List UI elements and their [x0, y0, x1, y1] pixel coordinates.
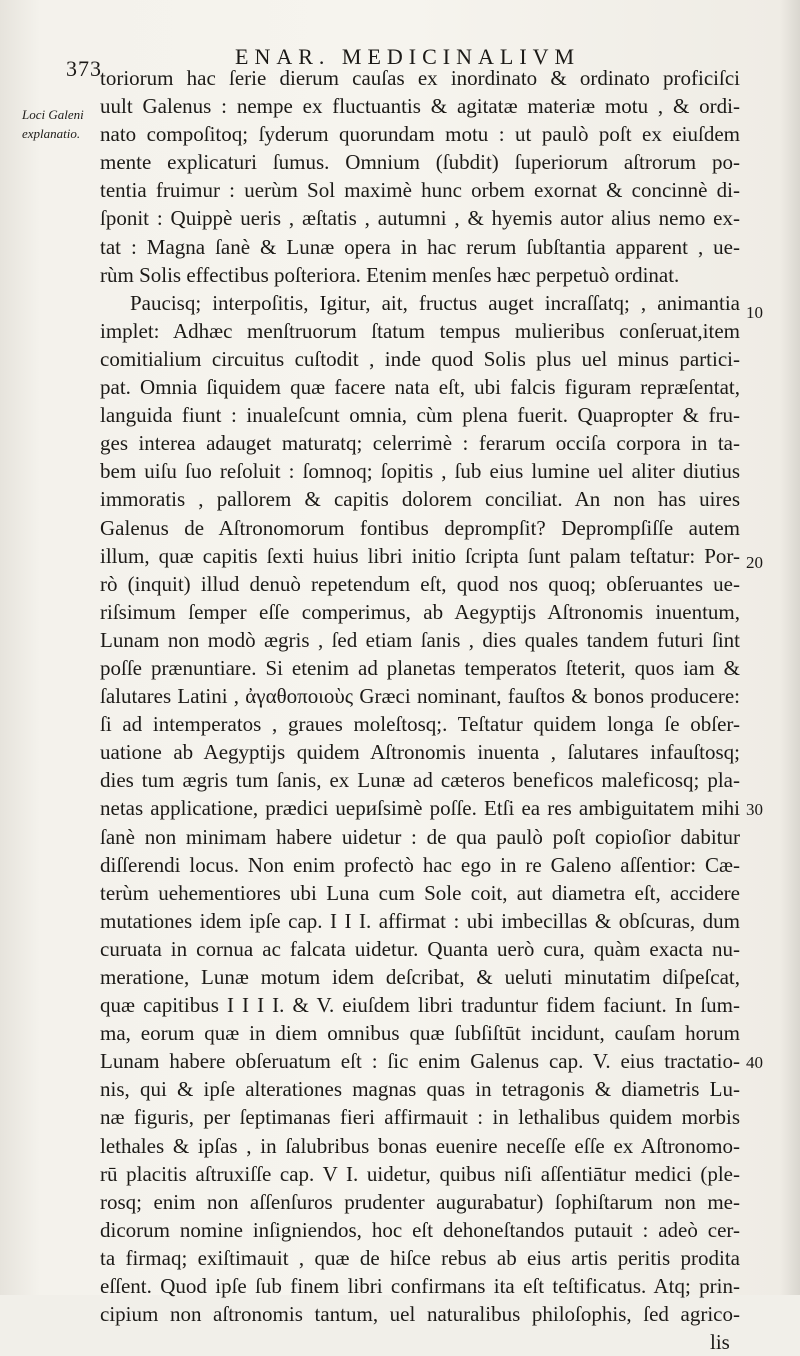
text-line: quæ capitibus I I I I. & V. eiuſdem libri traduntur fidem faciunt. In ſum- [100, 993, 740, 1018]
text-line: curuata in cornua ac falcata uidetur. Quanta uerò cura, quàm exacta nu- [100, 936, 740, 961]
text-line: rū placitis aſtruxiſſe cap. V I. uidetur, quibus niſi aſſentiātur medici (ple- [100, 1161, 740, 1186]
text-line: cipium non aſtronomis tantum, uel naturalibus philoſophis, ſed agrico- [100, 1302, 740, 1327]
line-number: 10 [746, 303, 763, 322]
text-line: diſſerendi locus. Non enim profectò hac ego in re Galeno aſſentior: Cæ- [100, 852, 740, 877]
text-line: eſſent. Quod ipſe ſub finem libri confirmans ita eſt teſtificatus. Atq; prin- [100, 1274, 740, 1299]
text-line: rosq; enim non aſſenſuros prudenter augurabatur) ſophiſtarum non me- [100, 1189, 740, 1214]
text-line: immoratis , pallorem & capitis dolorem conciliat. An non has uires [100, 487, 740, 512]
text-line: languida fiunt : inualeſcunt omnia, cùm plena fuerit. Quapropter & fru- [100, 403, 740, 428]
marginal-note-line: explanatio. [22, 126, 81, 141]
text-line: ges interea adauget maturatq; celerrimè : ferarum occiſa corpora in ta- [100, 431, 740, 456]
text-line: mente explicaturi ſumus. Omnium (ſubdit) ſuperiorum aſtrorum po- [100, 150, 740, 175]
text-line: tat : Magna ſanè & Lunæ opera in hac rerum ſubſtantia apparent , ue- [100, 234, 740, 259]
marginal-note [22, 105, 102, 143]
text-line: comitialium circuitus cuſtodit , inde quod Solis plus uel minus partici- [100, 346, 740, 371]
text-line: Lunam non modò ægris , ſed etiam ſanis , dies quales tandem futuri ſint [100, 627, 740, 652]
page-number: 373 [66, 56, 102, 81]
text-line: Lunam habere obſeruatum eſt : ſic enim Galenus cap. V. eius tractatio- [100, 1049, 740, 1074]
line-number: 30 [746, 800, 763, 819]
line-number: 20 [746, 553, 763, 572]
text-line: netas applicatione, prædici uериſsimè poſſe. Etſi ea res ambiguitatem mihi [100, 796, 740, 821]
text-line: dies tum ægris tum ſanis, ex Lunæ ad cæteros beneficos maleficosq; pla- [100, 768, 740, 793]
text-line: terùm uehementiores ubi Luna cum Sole coit, aut diametra eſt, accidere [100, 880, 740, 905]
marginal-note-line: Loci Galeni [22, 107, 84, 122]
text-line: meratione, Lunæ motum idem deſcribat, & ueluti minutatim diſpeſcat, [100, 965, 740, 989]
text-line: rùm Solis effectibus poſteriora. Etenim menſes hæc perpetuò ordinat. [100, 262, 680, 287]
text-line: dicorum nomine inſigniendos, hoc eſt dehoneſtandos putauit : adeò cer- [100, 1217, 740, 1242]
text-line: nato compoſitoq; ſyderum quorundam motu : ut paulò poſt ex eiuſdem [100, 122, 740, 147]
text-line: toriorum hac ſerie dierum cauſas ex inordinato & ordinato proficiſci [100, 66, 740, 90]
text-line: uult Galenus : nempe ex fluctuantis & agitatæ materiæ motu , & ordi- [100, 94, 740, 119]
text-line: rò (inquit) illud denuò repetendum eſt, quod nos quoq; obſeruantes ue- [100, 571, 740, 596]
text-line: implet: Adhæc menſtruorum ſtatum tempus mulieribus conſeruat,item [100, 318, 740, 343]
text-line: ma, eorum quæ in diem omnibus quæ ſubſiſtūt incidunt, cauſam horum [100, 1021, 740, 1046]
text-line: riſsimum ſemper eſſe comperimus, ab Aegyptijs Aſtronomis inuentum, [100, 599, 740, 624]
text-line: mutationes idem ipſe cap. I I I. affirmat : ubi imbecillas & obſcuras, dum [100, 908, 740, 933]
text-line: illum, quæ capitis ſexti huius libri initio ſcripta ſunt palam teſtatur: Por- [100, 543, 740, 568]
line-number: 40 [746, 1053, 763, 1072]
text-line: bem uiſu ſuo reſoluit : ſomnoq; ſopitis , ſub eius lumine uel aliter diutius [100, 459, 740, 484]
text-line: ſponit : Quippè ueris , æſtatis , autumni , & hyemis autor alius nemo ex- [100, 206, 740, 231]
body-text [100, 64, 740, 1356]
text-line: Paucisq; interpoſitis, Igitur, ait, fructus auget incraſſatq; , animantia [130, 290, 740, 315]
text-line: ta firmaq; exiſtimauit , quæ de hiſce rebus ab eius artis peritis prodita [100, 1245, 740, 1270]
text-line: lis [710, 1330, 730, 1355]
text-line: næ figuris, per ſeptimanas fieri affirmauit : in lethalibus quidem morbis [100, 1105, 740, 1130]
text-line: uatione ab Aegyptijs quidem Aſtronomis inuenta , ſalutares infauſtosq; [100, 740, 740, 765]
text-line: tentia fruimur : uerùm Sol maximè hunc orbem exornat & concinnè di- [100, 178, 740, 203]
text-line: poſſe prænuntiare. Si etenim ad planetas temperatos ſteterit, quos iam & [100, 655, 740, 680]
text-line: Galenus de Aſtronomorum fontibus deprompſit? Deprompſiſſe autem [100, 515, 740, 540]
running-head: ENAR. MEDICINALIVM [235, 44, 581, 69]
text-line: ſalutares Latini , ἀγαθοποιοὺς Græci nominant, fauſtos & bonos producere: [100, 684, 740, 709]
text-line: pat. Omnia ſiquidem quæ facere nata eſt, ubi falcis figuram repræſentat, [100, 375, 740, 400]
text-line: ſi ad intemperatos , graues moleſtosq;. Teſtatur quidem longa ſe obſer- [100, 712, 740, 737]
text-line: ſanè non minimam habere uidetur : de qua paulò poſt copioſior dabitur [100, 824, 740, 849]
text-line: nis, qui & ipſe alterationes magnas quas in tetragonis & diametris Lu- [100, 1077, 740, 1102]
text-line: lethales & ipſas , in ſalubribus bonas euenire neceſſe eſſe ex Aſtronomo- [100, 1133, 740, 1158]
